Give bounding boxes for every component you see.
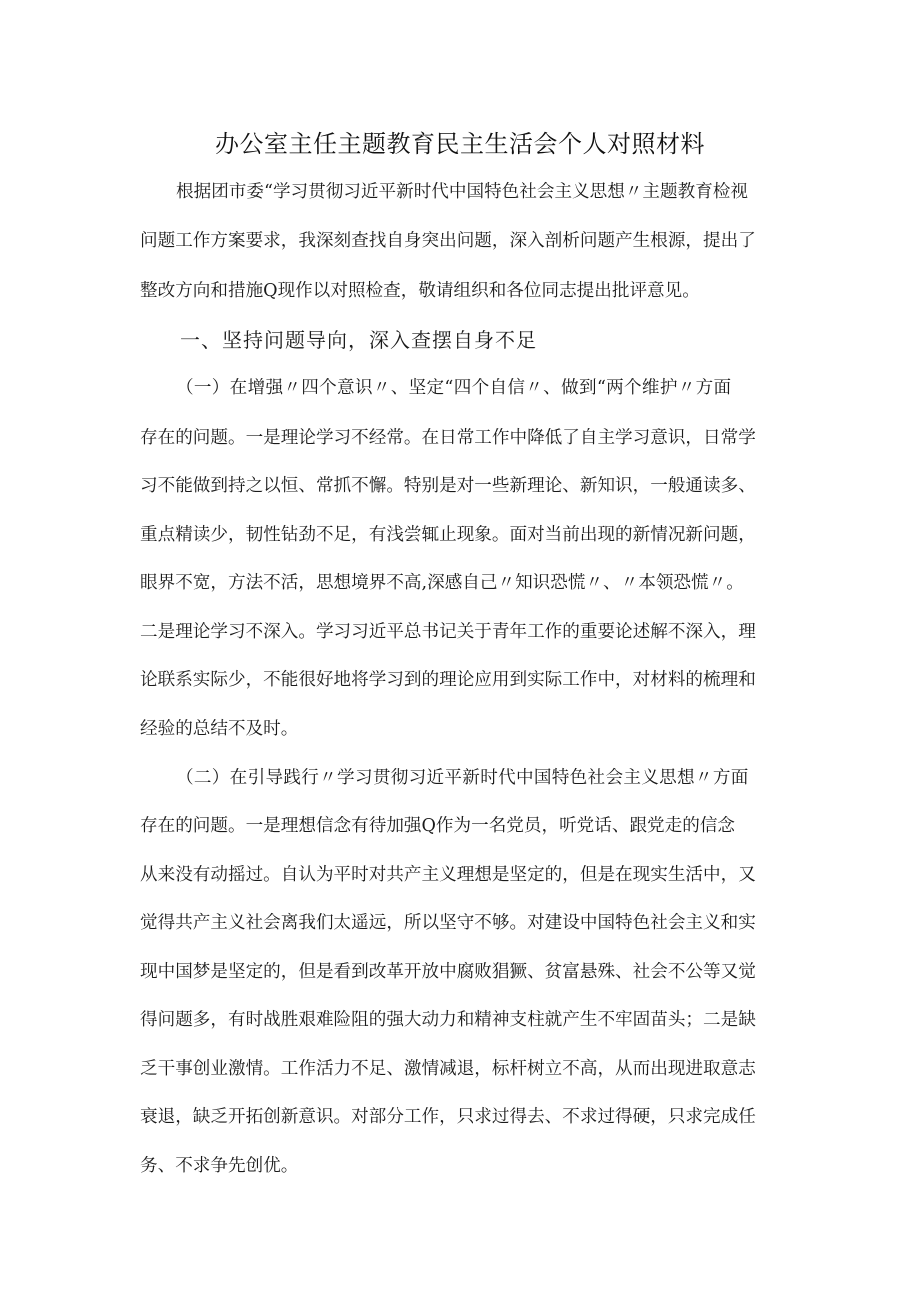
paragraph-line: 论联系实际少，不能很好地将学习到的理论应用到实际工作中，对材料的梳理和 <box>140 670 756 690</box>
document-title: 办公室主任主题教育民主生活会个人对照材料 <box>215 130 705 158</box>
paragraph-line: 经验的总结不及时。 <box>140 719 299 739</box>
paragraph-line: 从来没有动摇过。自认为平时对共产主义理想是坚定的，但是在现实生活中，又 <box>140 865 756 885</box>
paragraph-line: （一）在增强〃四个意识〃、坚定“四个自信〃、做到“两个维护〃方面 <box>176 378 732 398</box>
paragraph-line: 得问题多，有时战胜艰难险阻的强大动力和精神支柱就产生不牢固苗头；二是缺 <box>140 1010 756 1030</box>
paragraph-line: 重点精读少，韧性钻劲不足，有浅尝辄止现象。面对当前出现的新情况新问题， <box>140 525 756 545</box>
paragraph-line: （二）在引导践行〃学习贯彻习近平新时代中国特色社会主义思想〃方面 <box>176 768 749 788</box>
intro-line: 问题工作方案要求，我深刻查找自身突出问题，深入剖析问题产生根源，提出了 <box>140 231 756 251</box>
paragraph-line: 务、不求争先创优。 <box>140 1156 299 1176</box>
paragraph-line: 习不能做到持之以恒、常抓不懈。特别是对一些新理论、新知识，一般通读多、 <box>140 476 756 496</box>
section-heading: 一、坚持问题导向，深入查摆自身不足 <box>180 328 537 352</box>
paragraph-line: 存在的问题。一是理想信念有待加强Q作为一名党员，听党话、跟党走的信念 <box>140 816 736 836</box>
paragraph-line: 觉得共产主义社会离我们太遥远，所以坚守不够。对建设中国特色社会主义和实 <box>140 913 756 933</box>
paragraph-line: 眼界不宽，方法不活，思想境界不高,深感自己〃知识恐慌〃、〃本领恐慌〃。 <box>140 573 744 593</box>
paragraph-line: 衰退，缺乏开拓创新意识。对部分工作，只求过得去、不求过得硬，只求完成任 <box>140 1107 756 1127</box>
paragraph-line: 存在的问题。一是理论学习不经常。在日常工作中降低了自主学习意识，日常学 <box>140 428 756 448</box>
paragraph-line: 现中国梦是坚定的，但是看到改革开放中腐败猖獗、贫富悬殊、社会不公等又觉 <box>140 962 756 982</box>
paragraph-line: 二是理论学习不深入。学习习近平总书记关于青年工作的重要论述解不深入，理 <box>140 622 756 642</box>
intro-line: 根据团市委“学习贯彻习近平新时代中国特色社会主义思想〃主题教育检视 <box>176 182 748 202</box>
intro-line: 整改方向和措施Q现作以对照检查，敬请组织和各位同志提出批评意见。 <box>140 281 700 301</box>
paragraph-line: 乏干事创业激情。工作活力不足、激情减退，标杆树立不高，从而出现进取意志 <box>140 1059 756 1079</box>
